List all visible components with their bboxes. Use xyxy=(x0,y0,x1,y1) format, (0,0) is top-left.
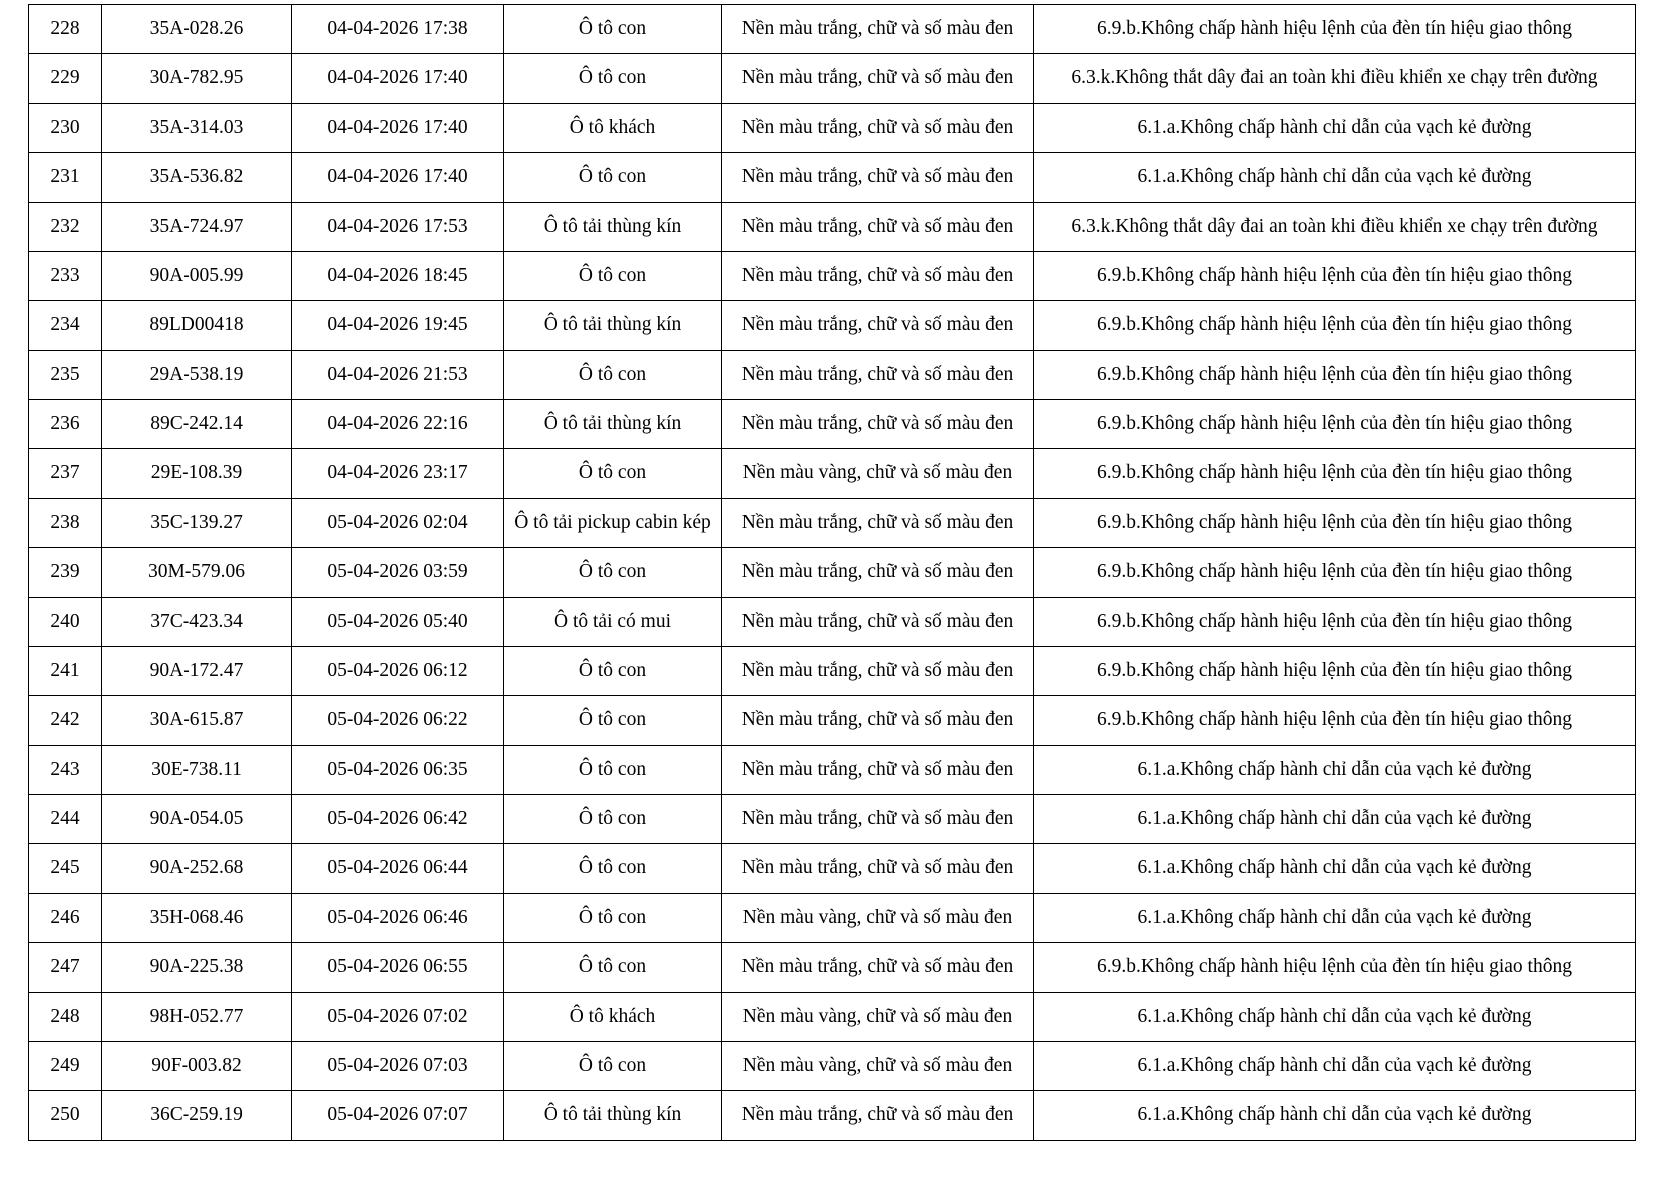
table-row xyxy=(29,251,1636,300)
cell-time: 05-04-2026 06:35 xyxy=(292,745,504,794)
cell-plate-color: Nền màu trắng, chữ và số màu đen xyxy=(722,103,1034,152)
cell-vehicle-type: Ô tô con xyxy=(504,844,722,893)
cell-vehicle-type: Ô tô tải thùng kín xyxy=(504,400,722,449)
table-row xyxy=(29,1041,1636,1090)
cell-plate: 29E-108.39 xyxy=(102,449,292,498)
cell-vehicle-type: Ô tô con xyxy=(504,449,722,498)
cell-plate-color: Nền màu trắng, chữ và số màu đen xyxy=(722,5,1034,54)
cell-vehicle-type: Ô tô con xyxy=(504,943,722,992)
cell-plate: 35A-314.03 xyxy=(102,103,292,152)
table-row xyxy=(29,893,1636,942)
cell-plate-color: Nền màu trắng, chữ và số màu đen xyxy=(722,400,1034,449)
cell-violation: 6.9.b.Không chấp hành hiệu lệnh của đèn tín hiệu giao thông xyxy=(1034,548,1636,597)
cell-plate: 90F-003.82 xyxy=(102,1041,292,1090)
cell-stt: 244 xyxy=(29,795,102,844)
table-row xyxy=(29,943,1636,992)
cell-plate: 89LD00418 xyxy=(102,301,292,350)
cell-violation: 6.1.a.Không chấp hành chỉ dẫn của vạch kẻ đường xyxy=(1034,992,1636,1041)
cell-plate: 30A-782.95 xyxy=(102,54,292,103)
cell-time: 05-04-2026 06:22 xyxy=(292,696,504,745)
cell-time: 04-04-2026 17:40 xyxy=(292,153,504,202)
cell-plate-color: Nền màu vàng, chữ và số màu đen xyxy=(722,992,1034,1041)
cell-violation: 6.1.a.Không chấp hành chỉ dẫn của vạch kẻ đường xyxy=(1034,103,1636,152)
cell-vehicle-type: Ô tô con xyxy=(504,5,722,54)
cell-violation: 6.9.b.Không chấp hành hiệu lệnh của đèn tín hiệu giao thông xyxy=(1034,696,1636,745)
cell-vehicle-type: Ô tô con xyxy=(504,893,722,942)
cell-vehicle-type: Ô tô tải có mui xyxy=(504,597,722,646)
cell-time: 04-04-2026 17:40 xyxy=(292,103,504,152)
cell-stt: 234 xyxy=(29,301,102,350)
cell-violation: 6.9.b.Không chấp hành hiệu lệnh của đèn tín hiệu giao thông xyxy=(1034,597,1636,646)
cell-vehicle-type: Ô tô con xyxy=(504,1041,722,1090)
cell-plate: 35A-724.97 xyxy=(102,202,292,251)
cell-stt: 229 xyxy=(29,54,102,103)
cell-violation: 6.9.b.Không chấp hành hiệu lệnh của đèn tín hiệu giao thông xyxy=(1034,400,1636,449)
cell-vehicle-type: Ô tô tải thùng kín xyxy=(504,1091,722,1140)
cell-stt: 233 xyxy=(29,251,102,300)
cell-time: 04-04-2026 17:53 xyxy=(292,202,504,251)
cell-stt: 250 xyxy=(29,1091,102,1140)
cell-violation: 6.9.b.Không chấp hành hiệu lệnh của đèn tín hiệu giao thông xyxy=(1034,498,1636,547)
cell-plate: 36C-259.19 xyxy=(102,1091,292,1140)
cell-plate-color: Nền màu vàng, chữ và số màu đen xyxy=(722,893,1034,942)
cell-plate-color: Nền màu trắng, chữ và số màu đen xyxy=(722,153,1034,202)
cell-violation: 6.9.b.Không chấp hành hiệu lệnh của đèn tín hiệu giao thông xyxy=(1034,5,1636,54)
cell-vehicle-type: Ô tô con xyxy=(504,745,722,794)
cell-plate: 90A-054.05 xyxy=(102,795,292,844)
cell-time: 04-04-2026 23:17 xyxy=(292,449,504,498)
cell-violation: 6.3.k.Không thắt dây đai an toàn khi điều khiển xe chạy trên đường xyxy=(1034,202,1636,251)
cell-stt: 236 xyxy=(29,400,102,449)
cell-time: 04-04-2026 17:38 xyxy=(292,5,504,54)
cell-violation: 6.9.b.Không chấp hành hiệu lệnh của đèn tín hiệu giao thông xyxy=(1034,943,1636,992)
cell-vehicle-type: Ô tô con xyxy=(504,153,722,202)
cell-plate: 30E-738.11 xyxy=(102,745,292,794)
cell-plate: 89C-242.14 xyxy=(102,400,292,449)
cell-plate-color: Nền màu trắng, chữ và số màu đen xyxy=(722,548,1034,597)
cell-time: 04-04-2026 17:40 xyxy=(292,54,504,103)
cell-violation: 6.9.b.Không chấp hành hiệu lệnh của đèn tín hiệu giao thông xyxy=(1034,251,1636,300)
cell-stt: 248 xyxy=(29,992,102,1041)
cell-plate-color: Nền màu trắng, chữ và số màu đen xyxy=(722,301,1034,350)
cell-plate-color: Nền màu vàng, chữ và số màu đen xyxy=(722,449,1034,498)
cell-stt: 232 xyxy=(29,202,102,251)
cell-time: 05-04-2026 07:02 xyxy=(292,992,504,1041)
table-row xyxy=(29,449,1636,498)
cell-plate-color: Nền màu trắng, chữ và số màu đen xyxy=(722,795,1034,844)
cell-vehicle-type: Ô tô con xyxy=(504,350,722,399)
cell-time: 05-04-2026 02:04 xyxy=(292,498,504,547)
cell-violation: 6.9.b.Không chấp hành hiệu lệnh của đèn tín hiệu giao thông xyxy=(1034,449,1636,498)
table-row xyxy=(29,844,1636,893)
table-row xyxy=(29,153,1636,202)
cell-vehicle-type: Ô tô khách xyxy=(504,992,722,1041)
cell-stt: 238 xyxy=(29,498,102,547)
cell-plate: 90A-005.99 xyxy=(102,251,292,300)
cell-plate: 30M-579.06 xyxy=(102,548,292,597)
cell-plate-color: Nền màu trắng, chữ và số màu đen xyxy=(722,498,1034,547)
cell-stt: 249 xyxy=(29,1041,102,1090)
cell-plate: 98H-052.77 xyxy=(102,992,292,1041)
cell-plate: 35A-028.26 xyxy=(102,5,292,54)
cell-plate-color: Nền màu trắng, chữ và số màu đen xyxy=(722,251,1034,300)
cell-plate-color: Nền màu vàng, chữ và số màu đen xyxy=(722,1041,1034,1090)
cell-plate-color: Nền màu trắng, chữ và số màu đen xyxy=(722,350,1034,399)
cell-vehicle-type: Ô tô tải thùng kín xyxy=(504,301,722,350)
cell-time: 05-04-2026 07:03 xyxy=(292,1041,504,1090)
table-row xyxy=(29,745,1636,794)
cell-stt: 228 xyxy=(29,5,102,54)
violations-table xyxy=(28,4,1636,1141)
cell-violation: 6.1.a.Không chấp hành chỉ dẫn của vạch kẻ đường xyxy=(1034,745,1636,794)
cell-time: 05-04-2026 06:44 xyxy=(292,844,504,893)
cell-plate-color: Nền màu trắng, chữ và số màu đen xyxy=(722,1091,1034,1140)
cell-stt: 240 xyxy=(29,597,102,646)
cell-violation: 6.1.a.Không chấp hành chỉ dẫn của vạch kẻ đường xyxy=(1034,893,1636,942)
cell-plate-color: Nền màu trắng, chữ và số màu đen xyxy=(722,844,1034,893)
table-row xyxy=(29,5,1636,54)
table-row xyxy=(29,400,1636,449)
cell-stt: 246 xyxy=(29,893,102,942)
violations-table-body xyxy=(29,5,1636,1141)
cell-violation: 6.9.b.Không chấp hành hiệu lệnh của đèn tín hiệu giao thông xyxy=(1034,350,1636,399)
cell-stt: 242 xyxy=(29,696,102,745)
cell-violation: 6.3.k.Không thắt dây đai an toàn khi điều khiển xe chạy trên đường xyxy=(1034,54,1636,103)
cell-vehicle-type: Ô tô khách xyxy=(504,103,722,152)
cell-plate: 90A-225.38 xyxy=(102,943,292,992)
table-row xyxy=(29,992,1636,1041)
cell-time: 05-04-2026 03:59 xyxy=(292,548,504,597)
cell-time: 05-04-2026 06:55 xyxy=(292,943,504,992)
table-row xyxy=(29,597,1636,646)
cell-stt: 230 xyxy=(29,103,102,152)
cell-vehicle-type: Ô tô con xyxy=(504,251,722,300)
cell-violation: 6.1.a.Không chấp hành chỉ dẫn của vạch kẻ đường xyxy=(1034,844,1636,893)
cell-time: 05-04-2026 05:40 xyxy=(292,597,504,646)
table-row xyxy=(29,498,1636,547)
table-row xyxy=(29,696,1636,745)
cell-vehicle-type: Ô tô con xyxy=(504,795,722,844)
cell-plate: 35H-068.46 xyxy=(102,893,292,942)
cell-vehicle-type: Ô tô con xyxy=(504,646,722,695)
cell-violation: 6.9.b.Không chấp hành hiệu lệnh của đèn tín hiệu giao thông xyxy=(1034,301,1636,350)
cell-plate-color: Nền màu trắng, chữ và số màu đen xyxy=(722,202,1034,251)
cell-time: 05-04-2026 06:46 xyxy=(292,893,504,942)
table-row xyxy=(29,646,1636,695)
cell-plate-color: Nền màu trắng, chữ và số màu đen xyxy=(722,696,1034,745)
cell-plate-color: Nền màu trắng, chữ và số màu đen xyxy=(722,943,1034,992)
table-row xyxy=(29,54,1636,103)
cell-stt: 239 xyxy=(29,548,102,597)
cell-plate-color: Nền màu trắng, chữ và số màu đen xyxy=(722,646,1034,695)
cell-vehicle-type: Ô tô con xyxy=(504,548,722,597)
cell-time: 05-04-2026 07:07 xyxy=(292,1091,504,1140)
cell-vehicle-type: Ô tô con xyxy=(504,696,722,745)
cell-plate-color: Nền màu trắng, chữ và số màu đen xyxy=(722,745,1034,794)
cell-plate: 90A-252.68 xyxy=(102,844,292,893)
cell-violation: 6.1.a.Không chấp hành chỉ dẫn của vạch kẻ đường xyxy=(1034,153,1636,202)
cell-plate: 29A-538.19 xyxy=(102,350,292,399)
cell-stt: 243 xyxy=(29,745,102,794)
cell-time: 05-04-2026 06:42 xyxy=(292,795,504,844)
cell-plate-color: Nền màu trắng, chữ và số màu đen xyxy=(722,54,1034,103)
cell-plate: 30A-615.87 xyxy=(102,696,292,745)
cell-plate-color: Nền màu trắng, chữ và số màu đen xyxy=(722,597,1034,646)
table-row xyxy=(29,202,1636,251)
cell-plate: 37C-423.34 xyxy=(102,597,292,646)
cell-vehicle-type: Ô tô tải pickup cabin kép xyxy=(504,498,722,547)
cell-time: 05-04-2026 06:12 xyxy=(292,646,504,695)
table-row xyxy=(29,301,1636,350)
table-row xyxy=(29,103,1636,152)
table-row xyxy=(29,350,1636,399)
cell-time: 04-04-2026 19:45 xyxy=(292,301,504,350)
cell-time: 04-04-2026 22:16 xyxy=(292,400,504,449)
cell-stt: 235 xyxy=(29,350,102,399)
cell-vehicle-type: Ô tô tải thùng kín xyxy=(504,202,722,251)
cell-violation: 6.1.a.Không chấp hành chỉ dẫn của vạch kẻ đường xyxy=(1034,1091,1636,1140)
cell-stt: 241 xyxy=(29,646,102,695)
table-row xyxy=(29,1091,1636,1140)
cell-vehicle-type: Ô tô con xyxy=(504,54,722,103)
cell-stt: 245 xyxy=(29,844,102,893)
cell-violation: 6.1.a.Không chấp hành chỉ dẫn của vạch kẻ đường xyxy=(1034,795,1636,844)
cell-violation: 6.9.b.Không chấp hành hiệu lệnh của đèn tín hiệu giao thông xyxy=(1034,646,1636,695)
table-row xyxy=(29,548,1636,597)
cell-time: 04-04-2026 18:45 xyxy=(292,251,504,300)
cell-plate: 35A-536.82 xyxy=(102,153,292,202)
cell-violation: 6.1.a.Không chấp hành chỉ dẫn của vạch kẻ đường xyxy=(1034,1041,1636,1090)
cell-plate: 35C-139.27 xyxy=(102,498,292,547)
table-row xyxy=(29,795,1636,844)
cell-stt: 231 xyxy=(29,153,102,202)
cell-stt: 237 xyxy=(29,449,102,498)
cell-time: 04-04-2026 21:53 xyxy=(292,350,504,399)
cell-stt: 247 xyxy=(29,943,102,992)
cell-plate: 90A-172.47 xyxy=(102,646,292,695)
